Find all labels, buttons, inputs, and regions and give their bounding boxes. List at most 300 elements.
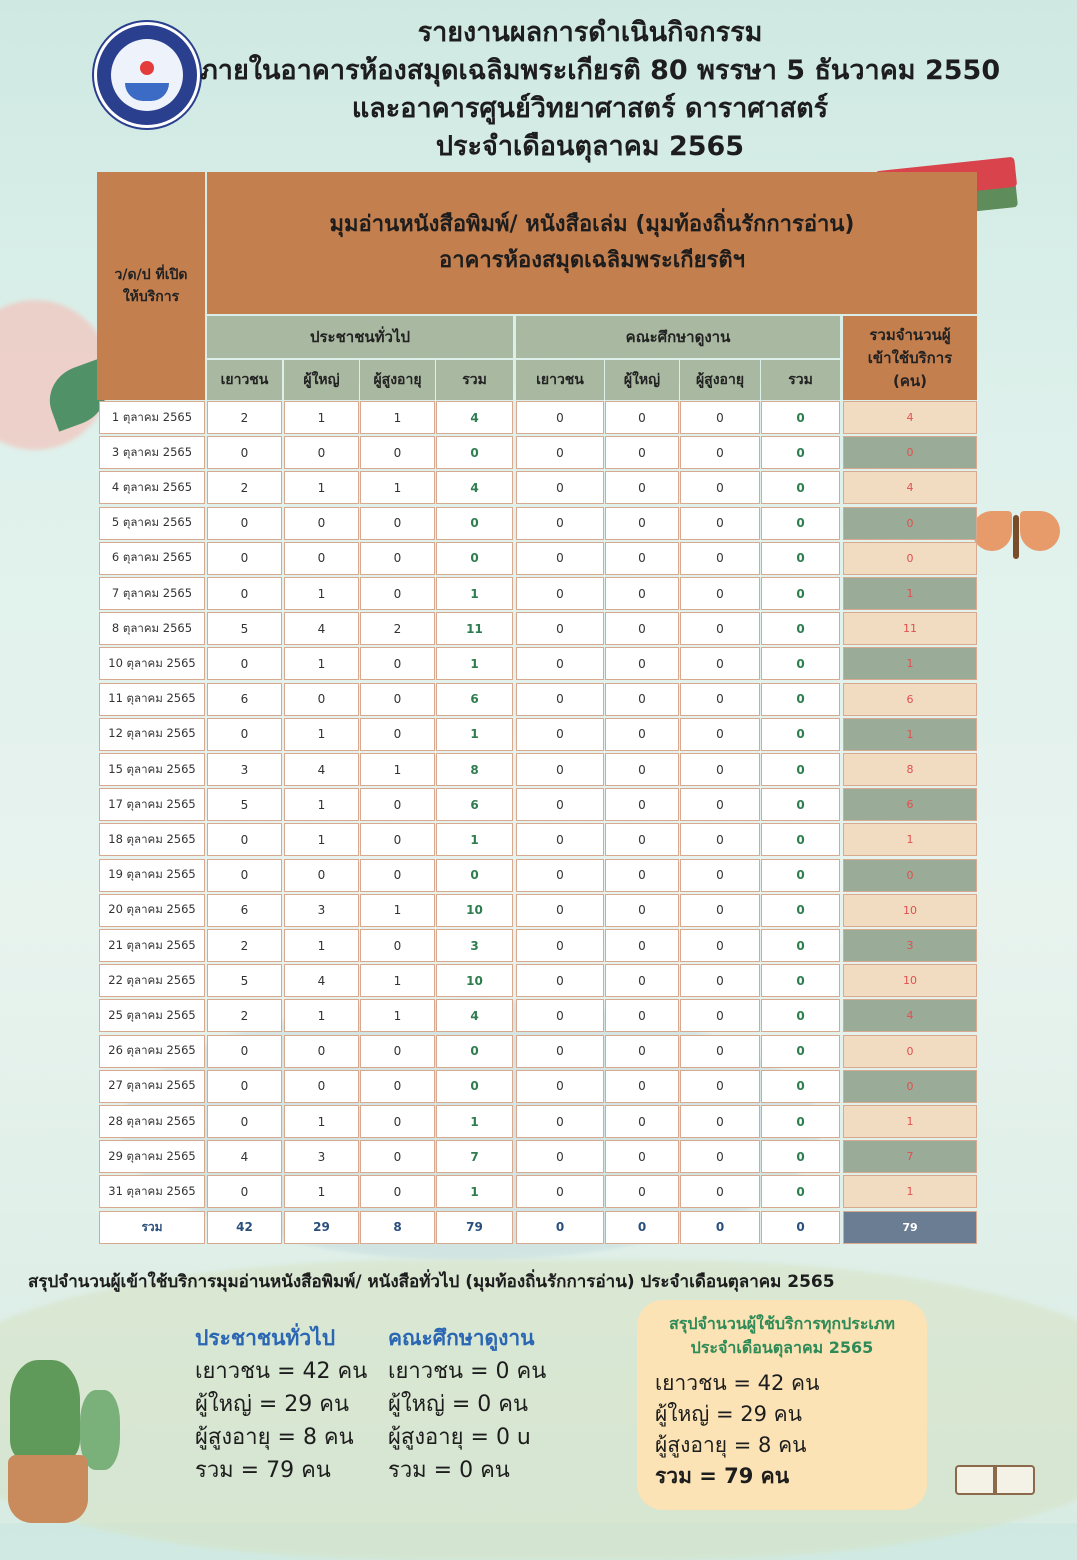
row-value: 0 [680,1035,760,1068]
summary-all-adult: ผู้ใหญ่ = 29 คน [655,1402,803,1426]
table-row [97,753,977,786]
summary-study-total: รวม = 0 คน [388,1458,510,1483]
row-value: 0 [207,507,282,540]
row-value: 0 [516,1070,604,1103]
row-value: 1 [436,823,513,856]
table-row [97,436,977,469]
table-row [97,1140,977,1173]
row-total: 1 [843,577,977,610]
row-value: 0 [360,929,435,962]
row-value: 0 [516,471,604,504]
row-value: 0 [605,999,679,1032]
row-date: 26 ตุลาคม 2565 [99,1035,205,1068]
row-value: 1 [360,753,435,786]
row-value: 0 [680,1070,760,1103]
row-value: 1 [284,647,359,680]
row-value: 0 [680,823,760,856]
summary-all-box [637,1300,927,1510]
row-value: 1 [284,1105,359,1138]
total-value: 29 [284,1211,359,1244]
row-value: 0 [436,436,513,469]
row-date: 28 ตุลาคม 2565 [99,1105,205,1138]
row-date: 25 ตุลาคม 2565 [99,999,205,1032]
row-value: 1 [284,823,359,856]
row-value: 4 [284,964,359,997]
row-value: 0 [516,1140,604,1173]
row-value: 0 [605,1140,679,1173]
row-value: 6 [436,788,513,821]
row-value: 0 [207,577,282,610]
row-value: 0 [436,1035,513,1068]
row-value: 0 [605,401,679,434]
row-value: 4 [436,999,513,1032]
title-line-2: ภายในอาคารห้องสมุดเฉลิมพระเกียรติ 80 พรรษา 5 ธันวาคม 2550 [200,55,1001,86]
summary-study-youth: เยาวชน = 0 คน [388,1359,547,1384]
row-date: 31 ตุลาคม 2565 [99,1175,205,1208]
row-value: 0 [207,647,282,680]
row-value: 0 [605,542,679,575]
subheader-public-elderly: ผู้สูงอายุ [360,360,435,400]
row-value: 0 [761,647,840,680]
row-value: 0 [605,1070,679,1103]
row-value: 0 [516,1035,604,1068]
row-value: 0 [360,577,435,610]
row-value: 2 [207,929,282,962]
row-total: 1 [843,647,977,680]
row-value: 11 [436,612,513,645]
row-date: 15 ตุลาคม 2565 [99,753,205,786]
group-header-public: ประชาชนทั่วไป [207,316,513,358]
row-value: 0 [680,788,760,821]
row-total: 0 [843,436,977,469]
row-value: 0 [761,1070,840,1103]
table-total-row [97,1211,977,1244]
row-value: 0 [360,859,435,892]
row-date: 12 ตุลาคม 2565 [99,718,205,751]
row-value: 0 [207,859,282,892]
row-value: 0 [680,894,760,927]
row-value: 0 [761,1105,840,1138]
row-value: 0 [516,929,604,962]
summary-all-elderly: ผู้สูงอายุ = 8 คน [655,1433,807,1457]
row-value: 0 [680,859,760,892]
row-value: 0 [360,1035,435,1068]
row-value: 3 [436,929,513,962]
total-value: 0 [605,1211,679,1244]
row-value: 1 [436,1105,513,1138]
row-total: 4 [843,471,977,504]
row-value: 4 [284,753,359,786]
row-value: 0 [680,507,760,540]
row-value: 0 [516,823,604,856]
table-title-line-2: อาคารห้องสมุดเฉลิมพระเกียรติฯ [439,248,745,273]
row-date: 20 ตุลาคม 2565 [99,894,205,927]
row-value: 3 [284,894,359,927]
row-value: 0 [605,683,679,716]
row-value: 0 [680,683,760,716]
table-title [207,172,977,314]
row-value: 2 [360,612,435,645]
subheader-study-youth: เยาวชน [516,360,604,400]
row-value: 0 [761,471,840,504]
subheader-public-adult: ผู้ใหญ่ [284,360,359,400]
row-value: 0 [761,1140,840,1173]
row-value: 0 [680,471,760,504]
row-value: 0 [680,718,760,751]
row-date: 3 ตุลาคม 2565 [99,436,205,469]
summary-all-heading-1: สรุปจำนวนผู้ใช้บริการทุกประเภท [669,1314,895,1333]
row-value: 0 [680,1105,760,1138]
row-value: 1 [360,471,435,504]
row-total: 1 [843,718,977,751]
row-value: 6 [436,683,513,716]
row-value: 0 [680,542,760,575]
row-value: 0 [284,436,359,469]
row-value: 1 [284,401,359,434]
row-value: 0 [516,577,604,610]
row-total: 10 [843,894,977,927]
row-value: 0 [207,718,282,751]
title-line-1: รายงานผลการดำเนินกิจกรรม [417,17,763,48]
table-row [97,542,977,575]
table-row [97,964,977,997]
row-total: 1 [843,1175,977,1208]
row-total: 11 [843,612,977,645]
row-value: 5 [207,612,282,645]
table-row [97,859,977,892]
row-value: 0 [761,436,840,469]
row-value: 0 [360,507,435,540]
row-value: 0 [360,788,435,821]
row-date: 29 ตุลาคม 2565 [99,1140,205,1173]
row-value: 1 [284,999,359,1032]
row-value: 0 [360,823,435,856]
row-date: 8 ตุลาคม 2565 [99,612,205,645]
row-total: 0 [843,1035,977,1068]
summary-title: สรุปจำนวนผู้เข้าใช้บริการมุมอ่านหนังสือพิมพ์/ หนังสือทั่วไป (มุมท้องถิ่นรักการอ่าน) ประจำเดือนตุลาคม 2565 [28,1272,835,1292]
row-value: 0 [360,1105,435,1138]
row-date: 19 ตุลาคม 2565 [99,859,205,892]
summary-study-visit [388,1322,546,1487]
row-value: 0 [436,1070,513,1103]
row-total: 4 [843,999,977,1032]
row-value: 0 [284,683,359,716]
summary-public-total: รวม = 79 คน [195,1458,331,1483]
row-value: 0 [605,1035,679,1068]
row-total: 1 [843,823,977,856]
summary-public-adult: ผู้ใหญ่ = 29 คน [195,1392,350,1417]
table-row [97,683,977,716]
table-row [97,718,977,751]
row-value: 0 [516,542,604,575]
row-value: 0 [360,683,435,716]
row-value: 0 [207,823,282,856]
row-value: 1 [284,718,359,751]
row-value: 0 [207,1035,282,1068]
total-value: 8 [360,1211,435,1244]
table-row [97,894,977,927]
row-value: 1 [284,1175,359,1208]
row-value: 0 [207,1070,282,1103]
summary-study-elderly: ผู้สูงอายุ = 0 u [388,1425,531,1450]
row-value: 0 [605,894,679,927]
date-column-header: ว/ด/ป ที่เปิดให้บริการ [97,172,205,400]
row-value: 0 [516,894,604,927]
row-value: 0 [605,612,679,645]
row-value: 0 [761,612,840,645]
row-value: 0 [360,542,435,575]
row-value: 0 [207,436,282,469]
subheader-public-youth: เยาวชน [207,360,282,400]
row-total: 1 [843,1105,977,1138]
row-value: 0 [516,753,604,786]
row-value: 0 [516,999,604,1032]
row-total: 0 [843,859,977,892]
row-value: 1 [360,964,435,997]
row-value: 0 [516,436,604,469]
row-value: 0 [284,507,359,540]
row-value: 4 [436,401,513,434]
total-value: 0 [680,1211,760,1244]
row-value: 0 [207,1105,282,1138]
title-line-3: และอาคารศูนย์วิทยาศาสตร์ ดาราศาสตร์ [351,93,829,124]
row-value: 0 [761,577,840,610]
row-value: 0 [605,753,679,786]
row-value: 0 [761,1175,840,1208]
row-value: 0 [680,999,760,1032]
total-label: รวม [99,1211,205,1244]
row-value: 1 [360,894,435,927]
cactus-illustration [0,1360,150,1523]
subheader-study-adult: ผู้ใหญ่ [605,360,679,400]
page-header [0,0,1077,170]
row-value: 0 [360,1070,435,1103]
row-value: 0 [761,401,840,434]
row-value: 0 [516,964,604,997]
row-value: 0 [680,964,760,997]
row-value: 0 [284,1070,359,1103]
row-value: 0 [605,507,679,540]
row-total: 3 [843,929,977,962]
row-value: 0 [761,753,840,786]
row-value: 0 [516,718,604,751]
row-value: 0 [436,507,513,540]
row-value: 8 [436,753,513,786]
row-total: 8 [843,753,977,786]
row-value: 1 [436,1175,513,1208]
row-value: 0 [761,823,840,856]
table-row [97,823,977,856]
row-value: 0 [761,683,840,716]
row-value: 7 [436,1140,513,1173]
row-total: 0 [843,1070,977,1103]
row-value: 0 [605,964,679,997]
organization-logo [94,22,200,128]
row-value: 0 [680,577,760,610]
row-value: 0 [284,859,359,892]
row-value: 0 [761,964,840,997]
row-date: 18 ตุลาคม 2565 [99,823,205,856]
row-value: 1 [284,471,359,504]
table-row [97,999,977,1032]
row-value: 0 [680,401,760,434]
group-header-study-visit: คณะศึกษาดูงาน [516,316,840,358]
total-value: 0 [516,1211,604,1244]
table-row [97,929,977,962]
subheader-public-sum: รวม [436,360,513,400]
row-value: 10 [436,894,513,927]
row-value: 1 [284,577,359,610]
row-value: 0 [360,436,435,469]
summary-public-elderly: ผู้สูงอายุ = 8 คน [195,1425,354,1450]
total-value: 0 [761,1211,840,1244]
row-value: 2 [207,999,282,1032]
row-value: 0 [680,1140,760,1173]
row-value: 0 [605,436,679,469]
row-value: 1 [360,401,435,434]
table-row [97,1105,977,1138]
subheader-study-elderly: ผู้สูงอายุ [680,360,760,400]
table-row [97,788,977,821]
row-value: 0 [516,612,604,645]
row-value: 0 [516,401,604,434]
summary-study-heading: คณะศึกษาดูงาน [388,1326,535,1350]
row-value: 0 [761,718,840,751]
row-value: 0 [761,999,840,1032]
row-total: 6 [843,788,977,821]
open-book-illustration [955,1455,1035,1505]
row-value: 0 [605,471,679,504]
summary-public-heading: ประชาชนทั่วไป [195,1326,336,1350]
row-total: 4 [843,401,977,434]
table-row [97,1070,977,1103]
row-date: 10 ตุลาคม 2565 [99,647,205,680]
row-total: 0 [843,542,977,575]
row-value: 0 [436,859,513,892]
row-value: 0 [516,507,604,540]
row-value: 3 [284,1140,359,1173]
row-value: 1 [436,577,513,610]
table-row [97,471,977,504]
row-value: 10 [436,964,513,997]
summary-all-total: รวม = 79 คน [655,1464,790,1488]
row-value: 0 [761,894,840,927]
row-date: 11 ตุลาคม 2565 [99,683,205,716]
summary-all-heading-2: ประจำเดือนตุลาคม 2565 [690,1338,874,1357]
row-value: 3 [207,753,282,786]
row-value: 1 [284,788,359,821]
row-value: 0 [284,542,359,575]
row-value: 0 [761,929,840,962]
row-value: 6 [207,683,282,716]
row-value: 2 [207,471,282,504]
table-title-line-1: มุมอ่านหนังสือพิมพ์/ หนังสือเล่ม (มุมท้องถิ่นรักการอ่าน) [329,212,855,237]
total-users-header: รวมจำนวนผู้เข้าใช้บริการ (คน) [843,316,977,400]
row-value: 4 [207,1140,282,1173]
row-value: 0 [207,542,282,575]
table-row [97,401,977,434]
row-value: 0 [284,1035,359,1068]
row-total: 0 [843,507,977,540]
row-value: 0 [360,1140,435,1173]
row-value: 0 [360,1175,435,1208]
summary-public [195,1322,367,1487]
row-value: 0 [605,1175,679,1208]
row-value: 0 [605,929,679,962]
row-value: 0 [605,577,679,610]
row-value: 0 [605,788,679,821]
row-value: 0 [680,1175,760,1208]
row-value: 4 [436,471,513,504]
row-value: 0 [516,647,604,680]
row-value: 0 [605,1105,679,1138]
row-date: 6 ตุลาคม 2565 [99,542,205,575]
row-value: 0 [436,542,513,575]
summary-study-adult: ผู้ใหญ่ = 0 คน [388,1392,529,1417]
summary-public-youth: เยาวชน = 42 คน [195,1359,368,1384]
row-value: 0 [761,788,840,821]
row-value: 0 [761,859,840,892]
row-date: 5 ตุลาคม 2565 [99,507,205,540]
table-row [97,577,977,610]
row-total: 7 [843,1140,977,1173]
row-date: 1 ตุลาคม 2565 [99,401,205,434]
row-value: 6 [207,894,282,927]
row-value: 0 [605,647,679,680]
row-value: 4 [284,612,359,645]
row-value: 1 [284,929,359,962]
row-value: 1 [436,718,513,751]
row-value: 2 [207,401,282,434]
subheader-study-sum: รวม [761,360,840,400]
row-value: 0 [516,683,604,716]
row-value: 1 [436,647,513,680]
total-value: 79 [436,1211,513,1244]
row-value: 0 [605,823,679,856]
row-date: 27 ตุลาคม 2565 [99,1070,205,1103]
table-row [97,1175,977,1208]
title-line-4: ประจำเดือนตุลาคม 2565 [435,131,745,162]
grand-total: 79 [843,1211,977,1244]
row-value: 1 [360,999,435,1032]
row-total: 6 [843,683,977,716]
row-value: 0 [680,929,760,962]
row-value: 0 [360,718,435,751]
row-value: 5 [207,964,282,997]
table-row [97,507,977,540]
row-total: 10 [843,964,977,997]
row-value: 0 [516,1175,604,1208]
row-date: 22 ตุลาคม 2565 [99,964,205,997]
butterfly-illustration [972,505,1062,575]
table-row [97,647,977,680]
table-row [97,612,977,645]
row-value: 0 [605,859,679,892]
row-value: 0 [680,612,760,645]
row-value: 0 [761,1035,840,1068]
row-value: 0 [207,1175,282,1208]
row-value: 0 [516,859,604,892]
row-value: 0 [360,647,435,680]
row-value: 0 [680,436,760,469]
table-row [97,1035,977,1068]
total-value: 42 [207,1211,282,1244]
row-value: 0 [761,542,840,575]
row-date: 4 ตุลาคม 2565 [99,471,205,504]
row-value: 0 [680,753,760,786]
row-value: 0 [516,1105,604,1138]
row-value: 0 [761,507,840,540]
